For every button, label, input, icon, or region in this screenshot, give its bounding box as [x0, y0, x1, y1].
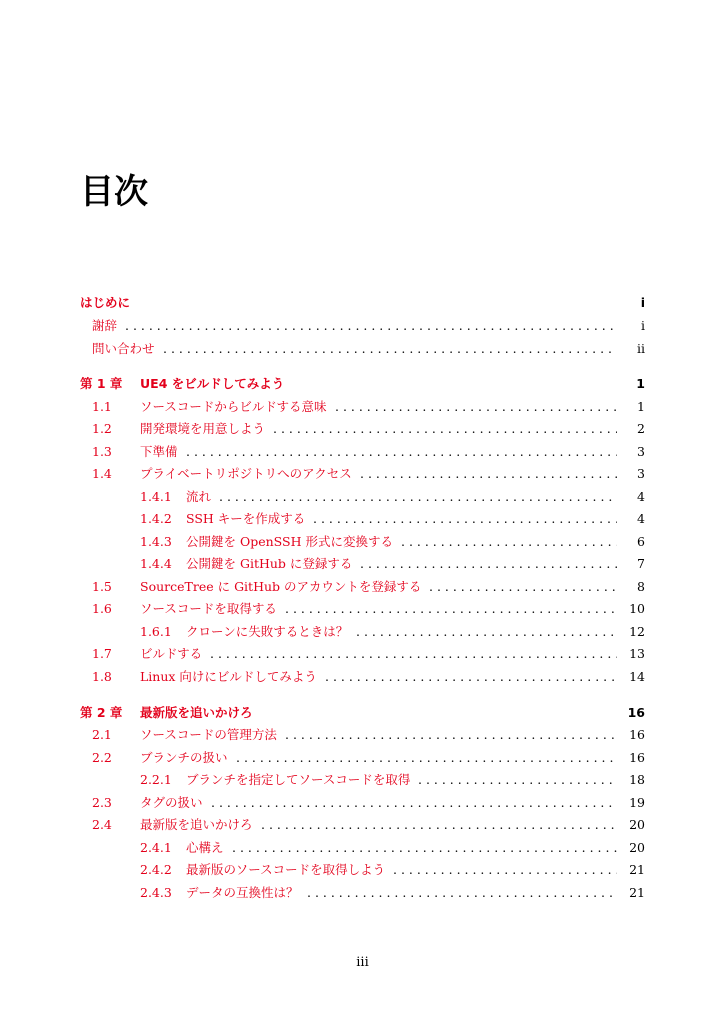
dot-leader: [313, 508, 617, 530]
toc-entry-title: SourceTree に GitHub のアカウントを登録する: [140, 579, 422, 594]
dot-leader: [325, 666, 617, 688]
toc-entry-title: データの互換性は？: [186, 885, 299, 900]
toc-entry-title: 最新版を追いかけろ: [140, 705, 253, 720]
dot-leader: [393, 859, 617, 881]
toc-entry-pre[interactable]: [0, 315, 725, 337]
toc-entry-section[interactable]: [0, 814, 725, 836]
toc-entry-section[interactable]: [0, 643, 725, 665]
dot-leader: [210, 643, 617, 665]
toc-entry-title: SSH キーを作成する: [186, 511, 306, 526]
toc-entry-section[interactable]: [0, 576, 725, 598]
toc-entry-number: 2.4.1: [140, 840, 172, 855]
dot-leader: [429, 576, 617, 598]
toc-entry-page: 8: [637, 579, 645, 594]
toc-entry-title: 下準備: [140, 444, 178, 459]
toc-entry-subsection[interactable]: [0, 508, 725, 530]
toc-entry-title: ブランチを指定してソースコードを取得: [186, 772, 411, 787]
toc-entry-page: i: [640, 295, 645, 310]
toc-entry-page: ii: [637, 341, 645, 356]
toc-entry-subsection[interactable]: [0, 531, 725, 553]
toc-entry-number: 第 1 章: [80, 376, 123, 391]
dot-leader: [401, 531, 617, 553]
toc-entry-page: 16: [629, 727, 645, 742]
toc-entry-number: 1.6.1: [140, 624, 172, 639]
toc-entry-title: タグの扱い: [140, 795, 203, 810]
toc-entry-number: 第 2 章: [80, 705, 123, 720]
dot-leader: [360, 463, 617, 485]
toc-entry-number: 2.2: [92, 750, 112, 765]
dot-leader: [125, 315, 617, 337]
toc-entry-page: 16: [627, 705, 645, 720]
toc-entry-section[interactable]: [0, 747, 725, 769]
toc-entry-title: 心構え: [186, 840, 224, 855]
toc-entry-number: 1.5: [92, 579, 112, 594]
toc-entry-section[interactable]: [0, 441, 725, 463]
toc-entry-page: 1: [636, 376, 645, 391]
dot-leader: [219, 486, 617, 508]
dot-leader: [232, 837, 617, 859]
toc-entry-title: 問い合わせ: [92, 341, 155, 356]
toc-entry-number: 2.3: [92, 795, 112, 810]
dot-leader: [360, 553, 617, 575]
toc-entry-title: クローンに失敗するときは？: [186, 624, 349, 639]
dot-leader: [163, 338, 617, 360]
toc-entry-title: ブランチの扱い: [140, 750, 228, 765]
dot-leader: [273, 418, 617, 440]
toc-entry-title: Linux 向けにビルドしてみよう: [140, 669, 317, 684]
toc-entry-title: 開発環境を用意しよう: [140, 421, 266, 436]
toc-entry-page: 3: [637, 444, 645, 459]
toc-entry-number: 1.2: [92, 421, 112, 436]
dot-leader: [261, 814, 617, 836]
toc-entry-number: 1.8: [92, 669, 112, 684]
dot-leader: [307, 882, 617, 904]
toc-entry-page: 21: [629, 862, 645, 877]
toc-entry-title: 公開鍵を OpenSSH 形式に変換する: [186, 534, 393, 549]
toc-entry-title: 流れ: [186, 489, 212, 504]
toc-entry-title: 最新版のソースコードを取得しよう: [186, 862, 386, 877]
toc-entry-section[interactable]: [0, 396, 725, 418]
toc-entry-title: ソースコードの管理方法: [140, 727, 277, 742]
dot-leader: [418, 769, 617, 791]
toc-entry-page: 18: [629, 772, 645, 787]
toc-entry-title: UE4 をビルドしてみよう: [140, 376, 285, 391]
toc-entry-page: 6: [637, 534, 645, 549]
toc-entry-subsection[interactable]: [0, 859, 725, 881]
toc-entry-title: ビルドする: [140, 646, 203, 661]
toc-entry-page: 20: [629, 840, 645, 855]
toc-entry-number: 2.4.3: [140, 885, 172, 900]
toc-entry-number: 1.4: [92, 466, 112, 481]
toc-entry-page: 7: [637, 556, 645, 571]
dot-leader: [356, 621, 617, 643]
dot-leader: [335, 396, 617, 418]
toc-entry-page: i: [641, 318, 645, 333]
toc-entry-page: 19: [629, 795, 645, 810]
toc-entry-title: プライベートリポジトリへのアクセス: [140, 466, 352, 481]
dot-leader: [211, 792, 617, 814]
toc-entry-number: 2.2.1: [140, 772, 172, 787]
toc-entry-subsection[interactable]: [0, 837, 725, 859]
toc-entry-number: 2.1: [92, 727, 112, 742]
toc-entry-title: ソースコードからビルドする意味: [140, 399, 327, 414]
toc-entry-page: 14: [629, 669, 645, 684]
toc-entry-number: 2.4: [92, 817, 112, 832]
toc-entry-page: 10: [629, 601, 645, 616]
toc-entry-number: 1.1: [92, 399, 112, 414]
toc-entry-page: 4: [637, 511, 645, 526]
dot-leader: [186, 441, 617, 463]
toc-entry-section[interactable]: [0, 418, 725, 440]
toc-entry-subsection[interactable]: [0, 769, 725, 791]
toc-entry-title: 公開鍵を GitHub に登録する: [186, 556, 353, 571]
page-number: iii: [356, 955, 369, 970]
toc-entry-number: 1.4.2: [140, 511, 172, 526]
toc-entry-title: はじめに: [80, 295, 131, 310]
toc-entry-subsection[interactable]: [0, 553, 725, 575]
toc-entry-page: 2: [637, 421, 645, 436]
dot-leader: [285, 724, 617, 746]
dot-leader: [236, 747, 617, 769]
toc-entry-page: 3: [637, 466, 645, 481]
toc-entry-number: 1.4.3: [140, 534, 172, 549]
toc-entry-page: 4: [637, 489, 645, 504]
toc-entry-title: ソースコードを取得する: [140, 601, 277, 616]
toc-entry-chapter[interactable]: [0, 292, 725, 314]
toc-entry-number: 1.4.1: [140, 489, 172, 504]
dot-leader: [285, 598, 617, 620]
toc-entry-number: 1.3: [92, 444, 112, 459]
toc-entry-number: 2.4.2: [140, 862, 172, 877]
toc-entry-page: 12: [629, 624, 645, 639]
toc-entry-chapter[interactable]: [0, 373, 725, 395]
toc-entry-number: 1.7: [92, 646, 112, 661]
toc-entry-chapter[interactable]: [0, 702, 725, 724]
toc-entry-number: 1.6: [92, 601, 112, 616]
toc-entry-section[interactable]: [0, 666, 725, 688]
toc-entry-page: 1: [637, 399, 645, 414]
toc-entry-section[interactable]: [0, 792, 725, 814]
page-title: 目次: [80, 172, 148, 212]
toc-entry-title: 謝辞: [92, 318, 118, 333]
toc-entry-subsection[interactable]: [0, 486, 725, 508]
toc-entry-section[interactable]: [0, 463, 725, 485]
toc-entry-subsection[interactable]: [0, 882, 725, 904]
toc-entry-title: 最新版を追いかけろ: [140, 817, 253, 832]
toc-entry-page: 21: [629, 885, 645, 900]
toc-entry-page: 13: [629, 646, 645, 661]
toc-entry-section[interactable]: [0, 598, 725, 620]
toc-entry-page: 20: [629, 817, 645, 832]
toc-entry-subsection[interactable]: [0, 621, 725, 643]
toc-entry-pre[interactable]: [0, 338, 725, 360]
toc-entry-section[interactable]: [0, 724, 725, 746]
toc-entry-page: 16: [629, 750, 645, 765]
toc-entry-number: 1.4.4: [140, 556, 172, 571]
